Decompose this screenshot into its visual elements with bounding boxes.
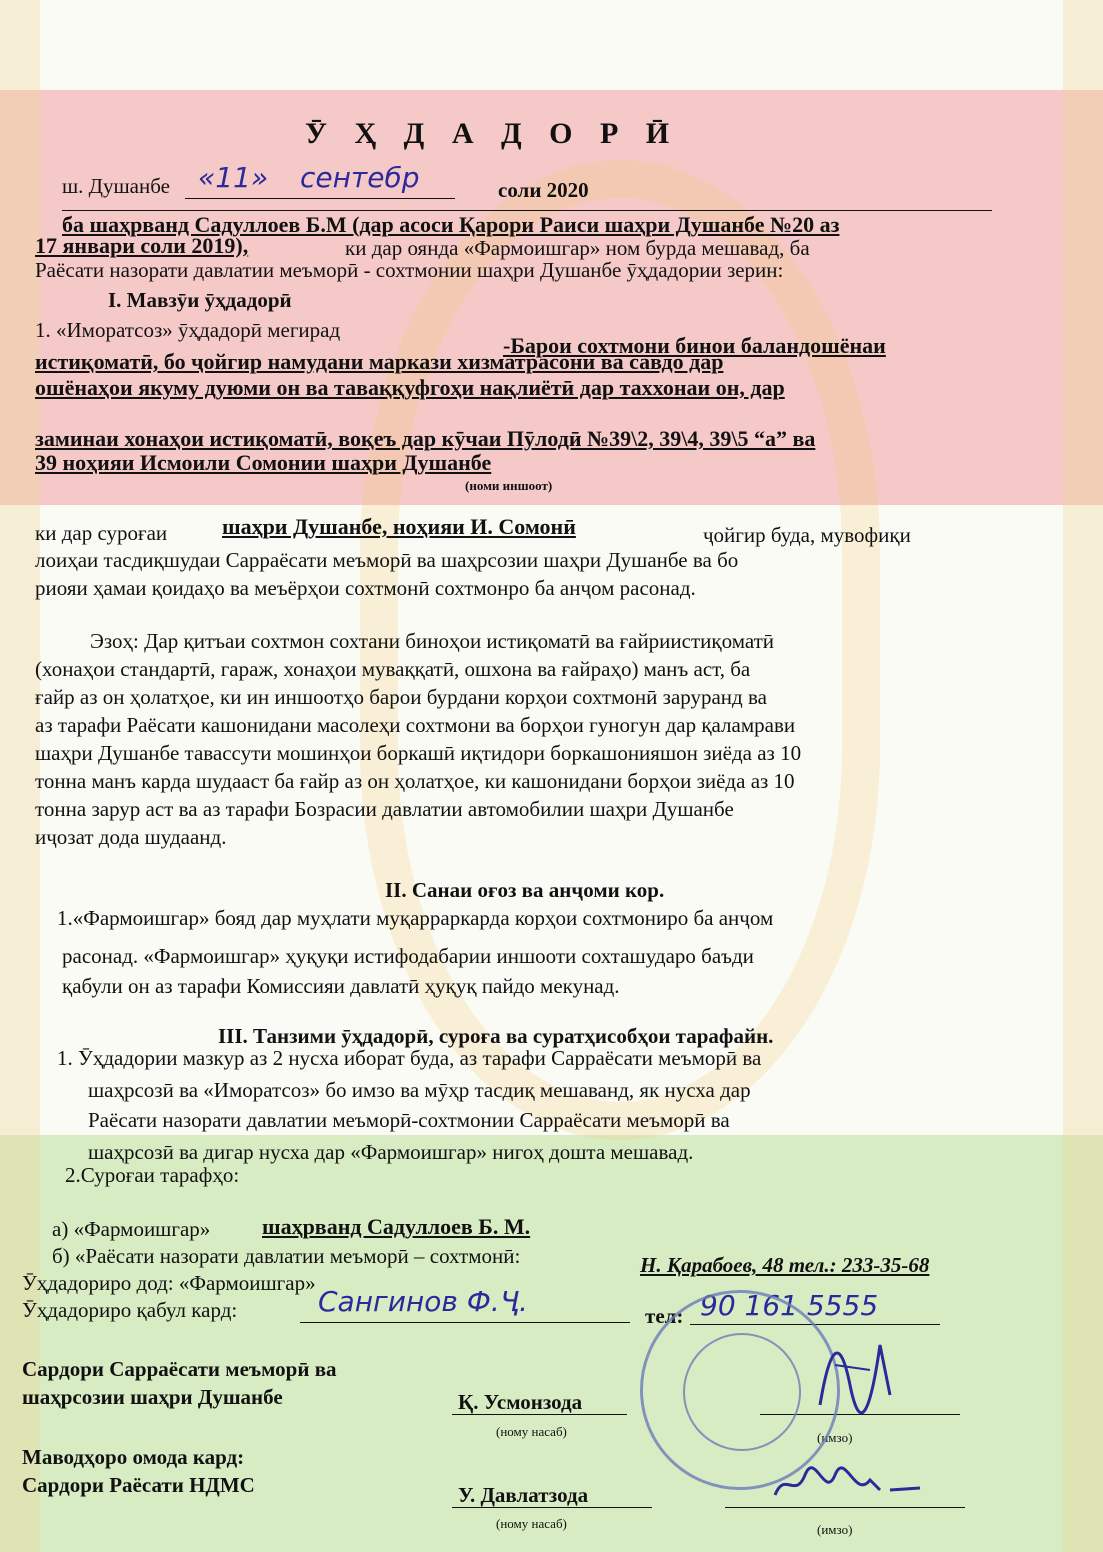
section3-line: 1. Ӯҳдадории мазкур аз 2 нусха иборат буда, аз тарафи Сарраёсати меъморӣ ва	[57, 1046, 762, 1070]
section2-line: расонад. «Фармоишгар» ҳуқуқи истифодабарии иншооти сохташударо баъди	[62, 944, 754, 968]
address-b-value: Н. Қарабоев, 48 тел.: 233-35-68	[640, 1253, 930, 1277]
location-tail: ҷойгир буда, мувофиқи	[703, 523, 911, 547]
signer1-name-caption: (ному насаб)	[496, 1424, 567, 1439]
address-a-value: шаҳрванд Садуллоев Б. М.	[262, 1214, 531, 1239]
signer1-sign-caption: (имзо)	[817, 1430, 853, 1445]
date-day: «11»	[198, 161, 269, 194]
note-line: аз тарафи Раёсати кашонидани масолеҳи сохтмони ва борҳои гуногун дар қаламрави	[35, 713, 796, 737]
signer2-name-caption: (ному насаб)	[496, 1516, 567, 1531]
addresses-heading: 2.Суроғаи тарафҳо:	[65, 1163, 240, 1187]
signer2-name-underline	[452, 1507, 652, 1508]
year: соли 2020	[498, 178, 589, 202]
right-ornament-border	[1063, 0, 1103, 1552]
date-underline	[185, 198, 455, 199]
signer1-title-line1: Сардори Сарраёсати меъморӣ ва	[22, 1357, 337, 1381]
object-line4: заминаи хонаҳои истиқоматӣ, воқеъ дар кӯчаи Пӯлодӣ №39\2, 39\4, 39\5 “а” ва	[35, 426, 816, 451]
handover-received-lead: Ӯҳдадориро қабул кард:	[22, 1298, 238, 1322]
object-line3: ошёнаҳои якуму дуюми он ва таваққуфгоҳи нақлиётӣ дар таххонаи он, дар	[35, 375, 785, 400]
address-a-lead: а) «Фармоишгар»	[52, 1217, 211, 1241]
note-line: Эзоҳ: Дар қитъаи сохтмон сохтани биноҳои истиқоматӣ ва ғайриистиқоматӣ	[90, 629, 775, 653]
section2-line: 1.«Фармоишгар» бояд дар муҳлати муқарраркарда корҳои сохтмониро ба анҷом	[57, 906, 774, 930]
note-line: (хонаҳои стандартӣ, гараж, хонаҳои муваққатӣ, ошхона ва ғайраҳо) манъ аст, ба	[35, 657, 751, 681]
header-rule	[62, 210, 992, 211]
intro-line2-b: ки дар оянда «Фармоишгар» ном бурда мешавад, ба	[345, 236, 810, 260]
note-line: тонна манъ карда шудааст ба ғайр аз он ҳолатҳое, ки кашонидани борҳои зиёда аз 10	[35, 769, 795, 793]
section2-line: қабули он аз тарафи Комиссияи давлатӣ ҳуқуқ пайдо мекунад.	[62, 974, 620, 998]
signature-2	[770, 1460, 930, 1510]
signer1-name-underline	[452, 1414, 627, 1415]
address-b-lead: б) «Раёсати назорати давлатии меъморӣ – сохтмонӣ:	[52, 1244, 521, 1268]
section3-line: Раёсати назорати давлатии меъморӣ-сохтмонии Сарраёсати меъморӣ ва	[88, 1108, 730, 1132]
section3-line: шаҳрсозӣ ва дигар нусха дар «Фармоишгар» нигоҳ дошта мешавад.	[88, 1140, 694, 1164]
object-line2: истиқоматӣ, бо ҷойгир намудани маркази хизматрасонӣ ва савдо дар	[35, 349, 724, 374]
signer2-name: У. Давлатзода	[458, 1483, 589, 1507]
object-line5: 39 ноҳияи Исмоили Сомонии шаҳри Душанбе	[35, 450, 492, 475]
handover-given: Ӯҳдадориро дод: «Фармоишгар»	[22, 1271, 316, 1295]
tel-value: 90 161 5555	[700, 1289, 879, 1322]
signer1-title-line2: шаҳрсозии шаҳри Душанбе	[22, 1385, 283, 1409]
handover-received-name: Сангинов Ф.Ҷ.	[318, 1285, 528, 1318]
object-line1: -Барои сохтмони бинои баландошёнаи	[503, 333, 886, 358]
section3-line: шаҳрсозӣ ва «Иморатсоз» бо имзо ва мӯҳр тасдиқ мешаванд, як нусха дар	[88, 1078, 751, 1102]
intro-line3: Раёсати назорати давлатии меъморӣ - сохтмонии шаҳри Душанбе ӯҳдадории зерин:	[35, 258, 784, 282]
section3-heading: III. Танзими ӯҳдадорӣ, суроға ва суратҳисобҳои тарафайн.	[218, 1024, 774, 1048]
object-lead: 1. «Иморатсоз» ӯҳдадорӣ мегирад	[35, 318, 341, 342]
signer2-sign-caption: (имзо)	[817, 1522, 853, 1537]
location-line2: лоиҳаи тасдиқшудаи Сарраёсати меъморӣ ва шаҳрсозии шаҳри Душанбе ва бо	[35, 548, 739, 572]
signer2-title-line1: Маводҳоро омода кард:	[22, 1445, 245, 1469]
location-line3: риояи ҳамаи қоидаҳо ва меъёрҳои сохтмонӣ сохтмонро ба анҷом расонад.	[35, 576, 696, 600]
section2-heading: II. Санаи оғоз ва анҷоми кор.	[385, 878, 665, 902]
location-value: шаҳри Душанбе, ноҳияи И. Сомонӣ	[222, 514, 576, 539]
document-title: Ӯ Ҳ Д А Д О Р Ӣ	[305, 117, 680, 150]
note-line: иҷозат дода шудаанд.	[35, 825, 227, 849]
intro-line1: ба шаҳрванд Садуллоев Б.М (дар асоси Қарори Раиси шаҳри Душанбе №20 аз	[62, 212, 840, 237]
date-month: сентебр	[300, 161, 420, 194]
city: ш. Душанбе	[62, 174, 170, 198]
note-line: тонна зарур аст ва аз тарафи Бозрасии давлатии автомобилии шаҳри Душанбе	[35, 797, 734, 821]
section1-heading: I. Мавзӯи ӯҳдадорӣ	[108, 288, 292, 312]
intro-line2-a: 17 январи соли 2019),	[35, 233, 249, 258]
received-underline	[300, 1322, 630, 1323]
signer1-name: Қ. Усмонзода	[458, 1390, 583, 1414]
note-line: ғайр аз он ҳолатҳое, ки ин иншоотҳо барои бурдани корҳои сохтмонӣ заруранд ва	[35, 685, 767, 709]
location-lead: ки дар суроғаи	[35, 521, 168, 545]
object-caption: (номи иншоот)	[465, 478, 553, 493]
note-line: шаҳри Душанбе тавассути мошинҳои боркашӣ иқтидори боркашонияшон зиёда аз 10	[35, 741, 802, 765]
signature-1	[810, 1325, 900, 1420]
tel-label: тел:	[645, 1304, 684, 1328]
signer2-title-line2: Сардори Раёсати НДМС	[22, 1473, 255, 1497]
